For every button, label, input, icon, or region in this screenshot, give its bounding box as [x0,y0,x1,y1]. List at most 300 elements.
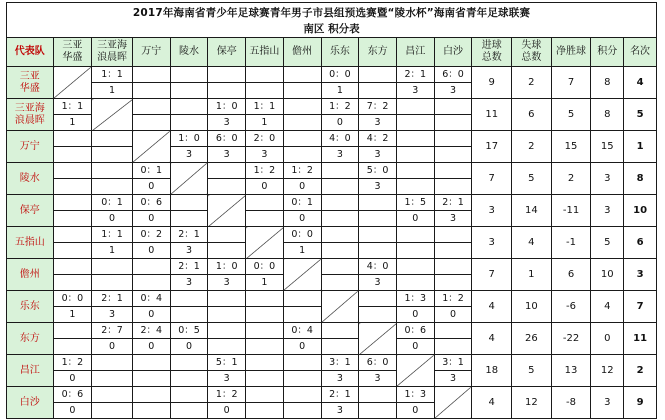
goals-against: 12 [512,387,552,419]
match-score: 0：0 [322,67,359,83]
match-points: 0 [449,309,457,320]
points: 0 [591,323,624,355]
match-cell [170,227,208,259]
match-points [246,307,283,322]
table-row [7,355,657,387]
match-cell [434,67,472,99]
rank: 11 [624,323,657,355]
match-score [435,163,472,179]
match-score [54,163,92,179]
rank: 4 [624,67,657,99]
match-score [92,355,132,371]
match-cell [321,387,359,419]
goals-against: 2 [512,131,552,163]
row-header-team: 三亚海 浪晨晖 [7,99,54,131]
match-score [435,323,472,339]
match-cell [434,291,472,323]
match-cell [132,355,170,387]
match-cell [283,67,321,99]
match-cell [132,195,170,227]
match-points: 0 [412,213,419,224]
match-points: 3 [374,277,381,288]
match-points [54,211,92,226]
table-row [7,227,657,259]
match-cell [246,355,284,387]
diagonal-cell [434,387,472,419]
match-points [397,115,434,130]
match-cell [208,387,246,419]
column-header-team: 万宁 [132,38,170,67]
match-cell [246,259,284,291]
match-score [171,195,208,211]
match-points [246,371,283,386]
match-score [359,67,396,83]
match-points: 3 [449,85,457,96]
match-cell [359,291,397,323]
match-points: 1 [109,85,116,96]
match-cell [170,259,208,291]
match-score [246,387,283,403]
match-cell [170,355,208,387]
goal-difference: -11 [551,195,591,227]
match-cell [321,259,359,291]
match-cell [53,131,92,163]
match-points [359,307,396,322]
match-cell [321,163,359,195]
match-cell [283,291,321,323]
table-row [7,99,657,131]
points: 8 [591,99,624,131]
table-row [7,131,657,163]
column-header-team: 三亚 华盛 [53,38,92,67]
match-points: 3 [223,149,230,160]
match-points: 1 [261,117,268,128]
match-points: 0 [148,245,155,256]
match-points [359,243,396,258]
match-cell [434,259,472,291]
match-score: 2：1 [92,291,132,307]
match-score: 0：1 [133,163,170,179]
match-score [322,195,359,211]
match-score: 1：2 [322,99,359,115]
match-points: 3 [374,181,381,192]
match-points [92,147,132,162]
match-points [397,147,434,162]
match-points [359,403,396,418]
match-points [284,307,321,322]
match-points [284,147,321,162]
match-points: 0 [336,117,343,128]
match-score: 0：0 [54,291,92,307]
row-header-team: 白沙 [7,387,54,419]
goals-for: 11 [472,99,512,131]
match-cell [208,291,246,323]
match-points: 3 [261,149,268,160]
match-cell [396,259,434,291]
match-points: 0 [185,341,192,352]
rank: 3 [624,259,657,291]
match-score: 1：5 [397,195,434,211]
match-score: 3：1 [435,355,472,371]
match-cell [283,227,321,259]
match-score: 4：0 [322,131,359,147]
match-points [322,211,359,226]
match-points [208,179,245,194]
match-points: 3 [336,373,343,384]
match-cell [434,99,472,131]
goals-against: 10 [512,291,552,323]
match-points: 3 [223,117,230,128]
match-cell [53,323,92,355]
match-score [171,291,208,307]
match-points [435,179,472,194]
match-points: 3 [109,309,116,320]
goal-difference: 2 [551,163,591,195]
diagonal-cell [170,163,208,195]
match-score: 1：3 [397,387,434,403]
match-cell [359,387,397,419]
match-cell [53,291,92,323]
goal-difference: -22 [551,323,591,355]
goal-difference: -8 [551,387,591,419]
row-header-team: 东方 [7,323,54,355]
goal-difference: 13 [551,355,591,387]
match-score: 1：2 [54,355,92,371]
goals-against: 1 [512,259,552,291]
diagonal-cell [321,291,359,323]
diagonal-cell [359,323,397,355]
match-score: 5：0 [359,163,396,179]
match-cell [170,99,208,131]
rank: 6 [624,227,657,259]
match-score [397,131,434,147]
match-points [54,179,92,194]
match-score [54,195,92,211]
match-points [435,275,472,290]
match-score: 4：2 [359,131,396,147]
match-score [284,131,321,147]
match-score: 6：0 [208,131,245,147]
match-score [359,387,396,403]
match-score [284,387,321,403]
match-points [284,371,321,386]
match-cell [92,259,133,291]
match-score [171,355,208,371]
table-row [7,259,657,291]
match-points: 0 [223,405,230,416]
goals-against: 14 [512,195,552,227]
match-points: 0 [109,341,116,352]
row-header-team: 昌江 [7,355,54,387]
match-points: 0 [69,405,76,416]
match-score: 0：0 [284,227,321,243]
match-points [284,403,321,418]
match-cell [396,131,434,163]
goal-difference: -6 [551,291,591,323]
match-score [322,163,359,179]
match-score [92,131,132,147]
match-points: 0 [299,341,306,352]
column-header-team: 昌江 [396,38,434,67]
match-points [171,307,208,322]
match-cell [208,131,246,163]
match-score: 6：0 [435,67,472,83]
match-score: 2：1 [322,387,359,403]
match-score: 0：5 [171,323,208,339]
match-cell [92,195,133,227]
match-score: 1：0 [208,99,245,115]
match-score [397,259,434,275]
match-cell [434,227,472,259]
diagonal-cell [92,99,133,131]
match-cell [132,227,170,259]
match-score [133,387,170,403]
match-points: 3 [336,405,343,416]
match-score: 1：3 [397,291,434,307]
match-points [208,83,245,98]
match-score [208,323,245,339]
match-cell [396,99,434,131]
match-score: 1：2 [435,291,472,307]
row-header-team: 陵水 [7,163,54,195]
match-points [54,147,92,162]
diagonal-cell [246,227,284,259]
column-header-team: 保亭 [208,38,246,67]
goals-for: 18 [472,355,512,387]
match-points: 0 [299,213,306,224]
match-cell [132,259,170,291]
match-points: 0 [412,405,419,416]
match-score: 1：2 [246,163,283,179]
points: 8 [591,67,624,99]
column-header-team: 五指山 [246,38,284,67]
match-score: 1：0 [171,131,208,147]
match-cell [321,227,359,259]
match-score: 0：4 [284,323,321,339]
match-points [322,275,359,290]
match-cell [132,99,170,131]
column-header-team: 儋州 [283,38,321,67]
column-header-team: 白沙 [434,38,472,67]
match-score: 3：1 [322,355,359,371]
match-score [397,227,434,243]
match-cell [434,131,472,163]
column-header-team: 陵水 [170,38,208,67]
match-score: 1：1 [246,99,283,115]
match-cell [246,163,284,195]
match-score: 2：1 [435,195,472,211]
match-points: 3 [412,85,419,96]
match-score [435,259,472,275]
goal-difference: 5 [551,99,591,131]
match-score: 0：1 [284,195,321,211]
column-header-stat: 失球 总数 [512,38,552,67]
rank: 8 [624,163,657,195]
rank: 7 [624,291,657,323]
match-points [246,83,283,98]
match-cell [92,355,133,387]
match-cell [396,291,434,323]
row-header-team: 儋州 [7,259,54,291]
match-cell [132,291,170,323]
match-points: 3 [449,213,457,224]
goals-for: 4 [472,291,512,323]
goals-against: 26 [512,323,552,355]
match-points: 3 [185,149,192,160]
match-score [435,99,472,115]
goals-for: 9 [472,67,512,99]
points: 15 [591,131,624,163]
match-score: 0：2 [133,227,170,243]
column-header-team: 乐东 [321,38,359,67]
points: 3 [591,163,624,195]
match-cell [246,131,284,163]
match-score [284,355,321,371]
rank: 5 [624,99,657,131]
match-score: 1：0 [208,259,245,275]
match-cell [132,163,170,195]
match-score [54,323,92,339]
goal-difference: 15 [551,131,591,163]
match-points: 0 [148,181,155,192]
match-cell [132,323,170,355]
match-points [171,211,208,226]
diagonal-cell [132,131,170,163]
column-header-stat: 积分 [591,38,624,67]
match-points [359,211,396,226]
table-row [7,323,657,355]
match-points: 3 [336,149,343,160]
match-cell [92,323,133,355]
match-score: 4：0 [359,259,396,275]
match-cell [359,99,397,131]
match-score [133,67,170,83]
match-cell [92,131,133,163]
match-score: 1：1 [92,227,132,243]
match-points [435,243,472,258]
row-header-team: 乐东 [7,291,54,323]
match-cell [170,323,208,355]
match-cell [208,355,246,387]
match-score [54,259,92,275]
match-points [208,243,245,258]
match-points [171,371,208,386]
match-score [92,387,132,403]
match-score: 0：1 [92,195,132,211]
column-header-stat: 净胜球 [551,38,591,67]
match-cell [283,387,321,419]
table-row [7,387,657,419]
match-cell [359,195,397,227]
points: 12 [591,355,624,387]
goals-against: 5 [512,163,552,195]
match-points: 0 [299,181,306,192]
match-cell [396,163,434,195]
match-score [284,67,321,83]
match-cell [283,355,321,387]
match-score [171,67,208,83]
match-cell [208,323,246,355]
column-header-stat: 名次 [624,38,657,67]
match-cell [92,291,133,323]
match-points: 3 [449,373,457,384]
match-points [397,275,434,290]
match-cell [208,259,246,291]
match-score [397,163,434,179]
match-cell [92,163,133,195]
match-cell [396,323,434,355]
match-cell [92,387,133,419]
match-points: 0 [412,309,419,320]
match-score [246,291,283,307]
match-points [397,179,434,194]
match-points [54,243,92,258]
goals-against: 5 [512,355,552,387]
match-cell [246,323,284,355]
match-cell [283,163,321,195]
goals-for: 3 [472,227,512,259]
match-cell [359,355,397,387]
match-cell [170,131,208,163]
sheet-subtitle: 南区 积分表 [303,23,360,35]
match-score [171,387,208,403]
match-cell [434,195,472,227]
row-header-team: 五指山 [7,227,54,259]
match-cell [53,99,92,131]
match-score: 1：2 [284,163,321,179]
match-score [359,195,396,211]
match-score: 0：6 [133,195,170,211]
match-cell [283,323,321,355]
match-points: 1 [336,85,343,96]
match-points: 1 [109,245,116,256]
match-cell [170,291,208,323]
match-points [246,211,283,226]
match-score: 7：2 [359,99,396,115]
match-points [284,83,321,98]
match-cell [132,67,170,99]
column-header-team: 东方 [359,38,397,67]
match-cell [321,99,359,131]
match-score [208,163,245,179]
rank: 2 [624,355,657,387]
match-cell [53,195,92,227]
match-score: 0：4 [133,291,170,307]
match-cell [246,387,284,419]
table-row [7,163,657,195]
match-score [397,99,434,115]
match-cell [359,259,397,291]
rank: 1 [624,131,657,163]
match-points [435,339,472,354]
match-score: 6：0 [359,355,396,371]
goals-for: 17 [472,131,512,163]
match-cell [359,67,397,99]
match-score [133,355,170,371]
match-cell [246,67,284,99]
match-score [133,259,170,275]
match-cell [321,67,359,99]
match-score [208,67,245,83]
table-row [7,67,657,99]
match-cell [170,195,208,227]
match-score: 2：1 [397,67,434,83]
match-cell [53,355,92,387]
match-points: 3 [374,373,381,384]
match-cell [246,195,284,227]
points: 3 [591,195,624,227]
match-cell [53,259,92,291]
